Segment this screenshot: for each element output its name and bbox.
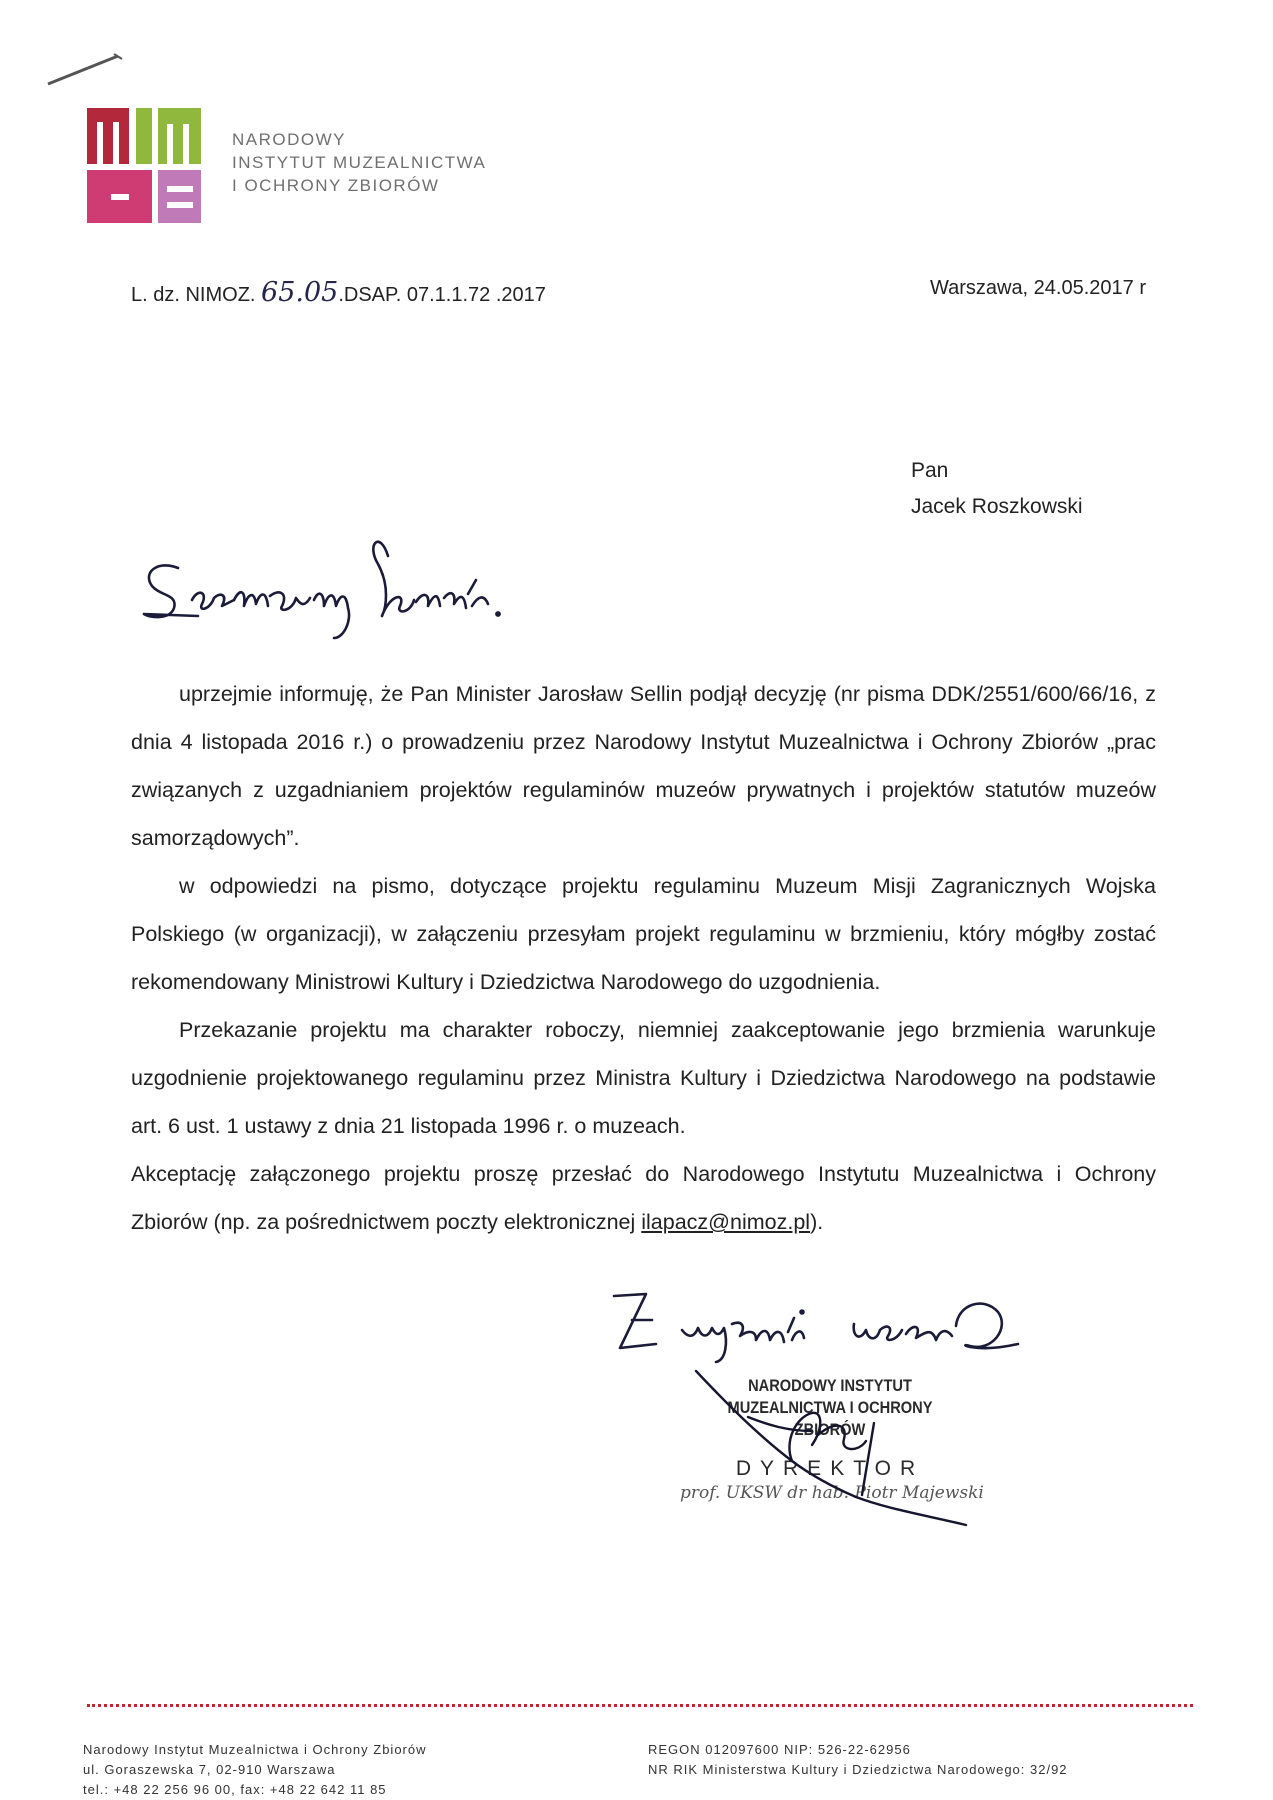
footer-registry-line: REGON 012097600 NIP: 526-22-62956 bbox=[648, 1742, 911, 1757]
letter-paragraph: w odpowiedzi na pismo, dotyczące projektu regulaminu Muzeum Misji Zagranicznych Wojska Polskiego (w organizacji), w załączeniu przesyłam projekt regulaminu w brzmieniu, który mógłby zostać rekomendowany Ministrowi Kultury i Dziedzictwa Narodowego do uzgodnienia. bbox=[131, 874, 1156, 994]
institution-name bbox=[232, 128, 486, 197]
letter-paragraph: uprzejmie informuję, że Pan Minister Jarosław Sellin podjął decyzję (nr pisma DDK/2551/600/66/16, z dnia 4 listopada 2016 r.) o prowadzeniu przez Narodowy Instytut Muzealnictwa i Ochrony Zbiorów „prac związanych z uzgadnianiem projektów regulaminów muzeów prywatnych i projektów statutów muzeów samorządowych”. bbox=[131, 682, 1156, 850]
logo-block-n bbox=[87, 108, 129, 164]
institution-name-line: NARODOWY bbox=[232, 130, 346, 149]
institution-name-line: I OCHRONY ZBIORÓW bbox=[232, 176, 440, 195]
stamp-role: DYREKTOR bbox=[735, 1457, 925, 1480]
reference-suffix: .DSAP. 07.1.1.72 .2017 bbox=[338, 284, 546, 306]
footer-address-line: tel.: +48 22 256 96 00, fax: +48 22 642 11 85 bbox=[83, 1782, 387, 1797]
email-link[interactable]: ilapacz@nimoz.pl bbox=[641, 1210, 811, 1234]
logo-block-z bbox=[158, 170, 201, 223]
reference-number bbox=[131, 277, 546, 308]
logo-block-m bbox=[158, 108, 201, 164]
stamp-institution-line: NARODOWY INSTYTUT bbox=[748, 1376, 912, 1395]
institution-name-line: INSTYTUT MUZEALNICTWA bbox=[232, 153, 487, 172]
footer-separator bbox=[87, 1704, 1193, 1707]
handwritten-greeting bbox=[138, 534, 558, 644]
staple-mark bbox=[44, 50, 124, 90]
footer-registry bbox=[648, 1740, 1068, 1780]
letter-paragraph: Przekazanie projektu ma charakter roboczy, niemniej zaakceptowanie jego brzmienia warunkuje uzgodnienie projektowanego regulaminu przez Ministra Kultury i Dziedzictwa Narodowego na podstawie art. 6 ust. 1 ustawy z dnia 21 listopada 1996 r. o muzeach. bbox=[131, 1018, 1156, 1138]
reference-prefix: L. dz. NIMOZ. bbox=[131, 284, 256, 306]
footer-registry-line: NR RIK Ministerstwa Kultury i Dziedzictwa Narodowego: 32/92 bbox=[648, 1762, 1068, 1777]
logo-block-i bbox=[136, 108, 152, 164]
footer-address-line: ul. Goraszewska 7, 02-910 Warszawa bbox=[83, 1762, 336, 1777]
final-paragraph-text: Akceptację załączonego projektu proszę przesłać do Narodowego Instytutu Muzealnictwa i Ochrony Zbiorów (np. za pośrednictwem poczty elektronicznej bbox=[131, 1162, 1156, 1234]
institution-logo bbox=[87, 108, 201, 223]
footer-address bbox=[83, 1740, 427, 1800]
letter-body bbox=[131, 670, 1156, 1246]
stamp-person: prof. UKSW dr hab. Piotr Majewski bbox=[680, 1483, 984, 1503]
addressee bbox=[911, 453, 1083, 525]
footer-address-line: Narodowy Instytut Muzealnictwa i Ochrony Zbiorów bbox=[83, 1742, 427, 1757]
addressee-name: Jacek Roszkowski bbox=[911, 495, 1083, 518]
addressee-title: Pan bbox=[911, 459, 949, 482]
director-signature bbox=[688, 1365, 978, 1535]
letter-date: Warszawa, 24.05.2017 r bbox=[929, 277, 1146, 299]
stamp-institution-line: MUZEALNICTWA I OCHRONY ZBIORÓW bbox=[727, 1398, 933, 1439]
final-paragraph-end: ). bbox=[810, 1210, 824, 1234]
handwritten-closing bbox=[606, 1290, 1046, 1370]
letter-paragraph-final bbox=[131, 1150, 1156, 1246]
reference-handwritten-number: 65.05 bbox=[261, 277, 339, 308]
